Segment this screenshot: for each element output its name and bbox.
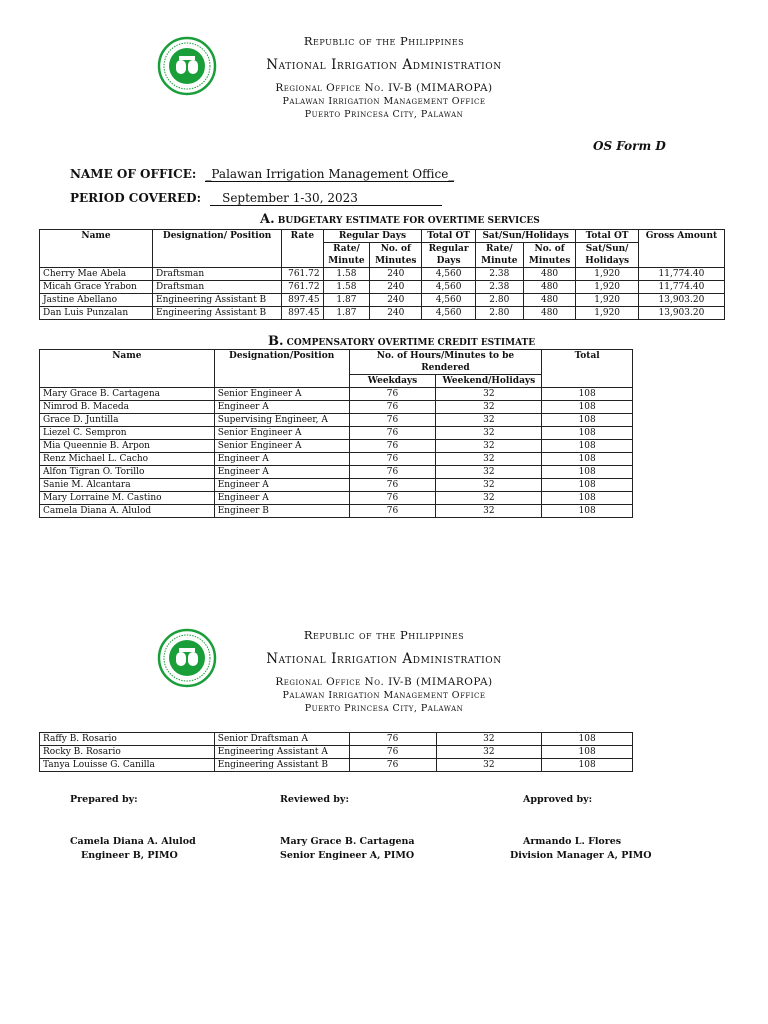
table-cell: 1.87 <box>323 294 370 307</box>
table-cell: 480 <box>523 268 576 281</box>
prepared-title: Engineer B, PIMO <box>81 850 178 861</box>
table-cell: Engineer A <box>214 492 349 505</box>
table-cell: 4,560 <box>422 307 476 320</box>
table-cell: 2.80 <box>475 307 523 320</box>
table-cell: 761.72 <box>282 268 323 281</box>
table-cell: 2.38 <box>475 268 523 281</box>
table-cell: Senior Draftsman A <box>214 733 349 746</box>
approved-title: Division Manager A, PIMO <box>510 850 652 861</box>
col-sat-sun: Sat/Sun/Holidays <box>475 230 576 243</box>
section-a-letter: A. <box>260 212 275 227</box>
col-rate-minute: Rate/ Minute <box>323 243 370 268</box>
table-cell: 1,920 <box>576 281 638 294</box>
table-cell: Alfon Tigran O. Torillo <box>40 466 215 479</box>
republic-line-page2: Republic of the Philippines <box>303 628 465 642</box>
table-cell: 32 <box>436 453 542 466</box>
table-cell: 1.58 <box>323 281 370 294</box>
table-cell: 1,920 <box>576 268 638 281</box>
table-cell: 76 <box>349 746 436 759</box>
table-cell: Senior Engineer A <box>214 440 349 453</box>
col-no-minutes: No. of Minutes <box>370 243 422 268</box>
b-col-weekend: Weekend/Holidays <box>436 375 542 388</box>
section-a-heading: BUDGETARY ESTIMATE FOR OVERTIME SERVICES <box>277 216 540 226</box>
table-cell: 108 <box>542 492 633 505</box>
table-cell: 108 <box>542 759 633 772</box>
section-b-title <box>268 334 535 349</box>
table-row <box>40 505 633 518</box>
table-cell: Engineering Assistant B <box>153 307 282 320</box>
table-cell: 108 <box>542 746 633 759</box>
table-cell: Engineering Assistant B <box>214 759 349 772</box>
table-cell: Tanya Louisse G. Canilla <box>40 759 215 772</box>
table-cell: 240 <box>370 281 422 294</box>
table-cell: 4,560 <box>422 281 476 294</box>
table-cell: 108 <box>542 440 633 453</box>
table-cell: 1.58 <box>323 268 370 281</box>
table-cell: 76 <box>349 759 436 772</box>
table-cell: 76 <box>349 401 436 414</box>
table-cell: Engineer A <box>214 401 349 414</box>
table-cell: 11,774.40 <box>638 281 724 294</box>
compensatory-table <box>39 349 633 518</box>
table-row <box>40 466 633 479</box>
table-cell: Engineer A <box>214 466 349 479</box>
table-cell: Cherry Mae Abela <box>40 268 153 281</box>
table-cell: 11,774.40 <box>638 268 724 281</box>
region-line-page2: Regional Office No. IV-B (MIMAROPA) <box>275 676 493 688</box>
table-cell: 1,920 <box>576 307 638 320</box>
reviewed-title: Senior Engineer A, PIMO <box>280 850 415 861</box>
table-cell: 480 <box>523 281 576 294</box>
table-cell: 76 <box>349 466 436 479</box>
col-no-minutes-2: No. of Minutes <box>523 243 576 268</box>
office-line: Palawan Irrigation Management Office <box>282 96 486 107</box>
table-cell: 13,903.20 <box>638 294 724 307</box>
col-regular-days-sub: Regular Days <box>422 243 476 268</box>
table-cell: Mary Grace B. Cartagena <box>40 388 215 401</box>
table-cell: 108 <box>542 388 633 401</box>
agency-title-page2: National Irrigation Administration <box>266 651 502 667</box>
table-cell: 32 <box>436 401 542 414</box>
table-cell: 108 <box>542 427 633 440</box>
table-cell: Liezel C. Sempron <box>40 427 215 440</box>
period-value: September 1-30, 2023 <box>210 191 442 206</box>
approved-name: Armando L. Flores <box>523 836 622 847</box>
table-cell: Engineer B <box>214 505 349 518</box>
table-cell: 32 <box>436 427 542 440</box>
table-cell: Sanie M. Alcantara <box>40 479 215 492</box>
table-cell: Engineer A <box>214 479 349 492</box>
table-cell: 76 <box>349 505 436 518</box>
table-cell: Renz Michael L. Cacho <box>40 453 215 466</box>
col-total-ot-regular: Total OT <box>422 230 476 243</box>
table-cell: Nimrod B. Maceda <box>40 401 215 414</box>
col-rate: Rate <box>282 230 323 268</box>
section-a-title <box>260 212 540 227</box>
table-cell: 76 <box>349 479 436 492</box>
table-cell: 240 <box>370 307 422 320</box>
table-cell: 4,560 <box>422 294 476 307</box>
table-cell: 76 <box>349 427 436 440</box>
table-cell: Senior Engineer A <box>214 388 349 401</box>
name-of-office-value: _Palawan Irrigation Management Office_ <box>205 167 455 181</box>
city-line: Puerto Princesa City, Palawan <box>304 109 464 120</box>
table-cell: 32 <box>436 746 542 759</box>
table-cell: 13,903.20 <box>638 307 724 320</box>
table-cell: 108 <box>542 466 633 479</box>
table-cell: Micah Grace Yrabon <box>40 281 153 294</box>
table-cell: 1,920 <box>576 294 638 307</box>
table-cell: Dan Luis Punzalan <box>40 307 153 320</box>
compensatory-table-continued <box>39 732 633 772</box>
table-cell: 32 <box>436 505 542 518</box>
table-cell: 108 <box>542 414 633 427</box>
form-number: OS Form D <box>593 139 666 153</box>
table-cell: 480 <box>523 307 576 320</box>
table-cell: 32 <box>436 466 542 479</box>
table-cell: Mia Queennie B. Arpon <box>40 440 215 453</box>
table-cell: Draftsman <box>153 268 282 281</box>
republic-line: Republic of the Philippines <box>303 34 465 48</box>
table-cell: 897.45 <box>282 294 323 307</box>
table-cell: 32 <box>436 440 542 453</box>
table-cell: 76 <box>349 733 436 746</box>
table-cell: 108 <box>542 505 633 518</box>
table-cell: Senior Engineer A <box>214 427 349 440</box>
table-cell: 76 <box>349 453 436 466</box>
table-cell: Engineering Assistant B <box>153 294 282 307</box>
period-label: PERIOD COVERED: <box>70 191 201 205</box>
table-row <box>40 759 633 772</box>
table-cell: 32 <box>436 479 542 492</box>
table-cell: 108 <box>542 401 633 414</box>
table-cell: Draftsman <box>153 281 282 294</box>
b-col-hours: No. of Hours/Minutes to be Rendered <box>349 350 542 375</box>
b-col-designation: Designation/Position <box>214 350 349 388</box>
approved-by-label: Approved by: <box>523 794 593 805</box>
table-cell: 761.72 <box>282 281 323 294</box>
table-cell: 32 <box>436 414 542 427</box>
prepared-by-label: Prepared by: <box>70 794 138 805</box>
table-row <box>40 427 633 440</box>
table-cell: 240 <box>370 294 422 307</box>
table-cell: 32 <box>436 388 542 401</box>
col-name: Name <box>40 230 153 268</box>
b-col-total: Total <box>542 350 633 388</box>
name-of-office-label: NAME OF OFFICE: <box>70 167 197 181</box>
col-designation: Designation/ Position <box>153 230 282 268</box>
table-cell: Rocky B. Rosario <box>40 746 215 759</box>
table-cell: 2.38 <box>475 281 523 294</box>
table-cell: 240 <box>370 268 422 281</box>
table-row <box>40 453 633 466</box>
name-of-office-row <box>70 163 454 182</box>
table-row <box>40 268 725 281</box>
table-cell: Supervising Engineer, A <box>214 414 349 427</box>
table-cell: Jastine Abellano <box>40 294 153 307</box>
table-cell: Engineer A <box>214 453 349 466</box>
city-line-page2: Puerto Princesa City, Palawan <box>304 703 464 714</box>
col-rate-minute-2: Rate/ Minute <box>475 243 523 268</box>
table-cell: 1.87 <box>323 307 370 320</box>
section-b-heading: COMPENSATORY OVERTIME CREDIT ESTIMATE <box>286 338 536 348</box>
section-b-letter: B. <box>268 334 284 349</box>
table-cell: 32 <box>436 492 542 505</box>
reviewed-by-label: Reviewed by: <box>280 794 349 805</box>
table-row <box>40 307 725 320</box>
table-cell: Mary Lorraine M. Castino <box>40 492 215 505</box>
b-col-weekdays: Weekdays <box>349 375 436 388</box>
table-row <box>40 414 633 427</box>
table-cell: 108 <box>542 453 633 466</box>
col-gross: Gross Amount <box>638 230 724 268</box>
reviewed-name: Mary Grace B. Cartagena <box>280 836 415 847</box>
table-row <box>40 479 633 492</box>
table-row <box>40 388 633 401</box>
table-row <box>40 492 633 505</box>
table-cell: 32 <box>436 733 542 746</box>
table-cell: 108 <box>542 733 633 746</box>
table-cell: Grace D. Juntilla <box>40 414 215 427</box>
prepared-name: Camela Diana A. Alulod <box>70 836 196 847</box>
col-regular-days: Regular Days <box>323 230 422 243</box>
office-line-page2: Palawan Irrigation Management Office <box>282 690 486 701</box>
table-cell: 108 <box>542 479 633 492</box>
table-cell: 76 <box>349 440 436 453</box>
table-cell: 480 <box>523 294 576 307</box>
table-cell: Raffy B. Rosario <box>40 733 215 746</box>
table-cell: Camela Diana A. Alulod <box>40 505 215 518</box>
table-row <box>40 281 725 294</box>
table-cell: 76 <box>349 414 436 427</box>
region-line: Regional Office No. IV-B (MIMAROPA) <box>275 82 493 94</box>
table-row <box>40 746 633 759</box>
table-cell: Engineering Assistant A <box>214 746 349 759</box>
col-total-ot-sat: Total OT <box>576 230 638 243</box>
overtime-table <box>39 229 725 320</box>
table-row <box>40 733 633 746</box>
table-row <box>40 401 633 414</box>
agency-title: National Irrigation Administration <box>266 57 502 73</box>
table-cell: 76 <box>349 388 436 401</box>
table-cell: 897.45 <box>282 307 323 320</box>
period-row <box>70 187 442 206</box>
table-cell: 76 <box>349 492 436 505</box>
table-cell: 32 <box>436 759 542 772</box>
table-row <box>40 440 633 453</box>
table-row <box>40 294 725 307</box>
table-cell: 4,560 <box>422 268 476 281</box>
table-cell: 2.80 <box>475 294 523 307</box>
b-col-name: Name <box>40 350 215 388</box>
col-sat-sun-sub: Sat/Sun/ Holidays <box>576 243 638 268</box>
